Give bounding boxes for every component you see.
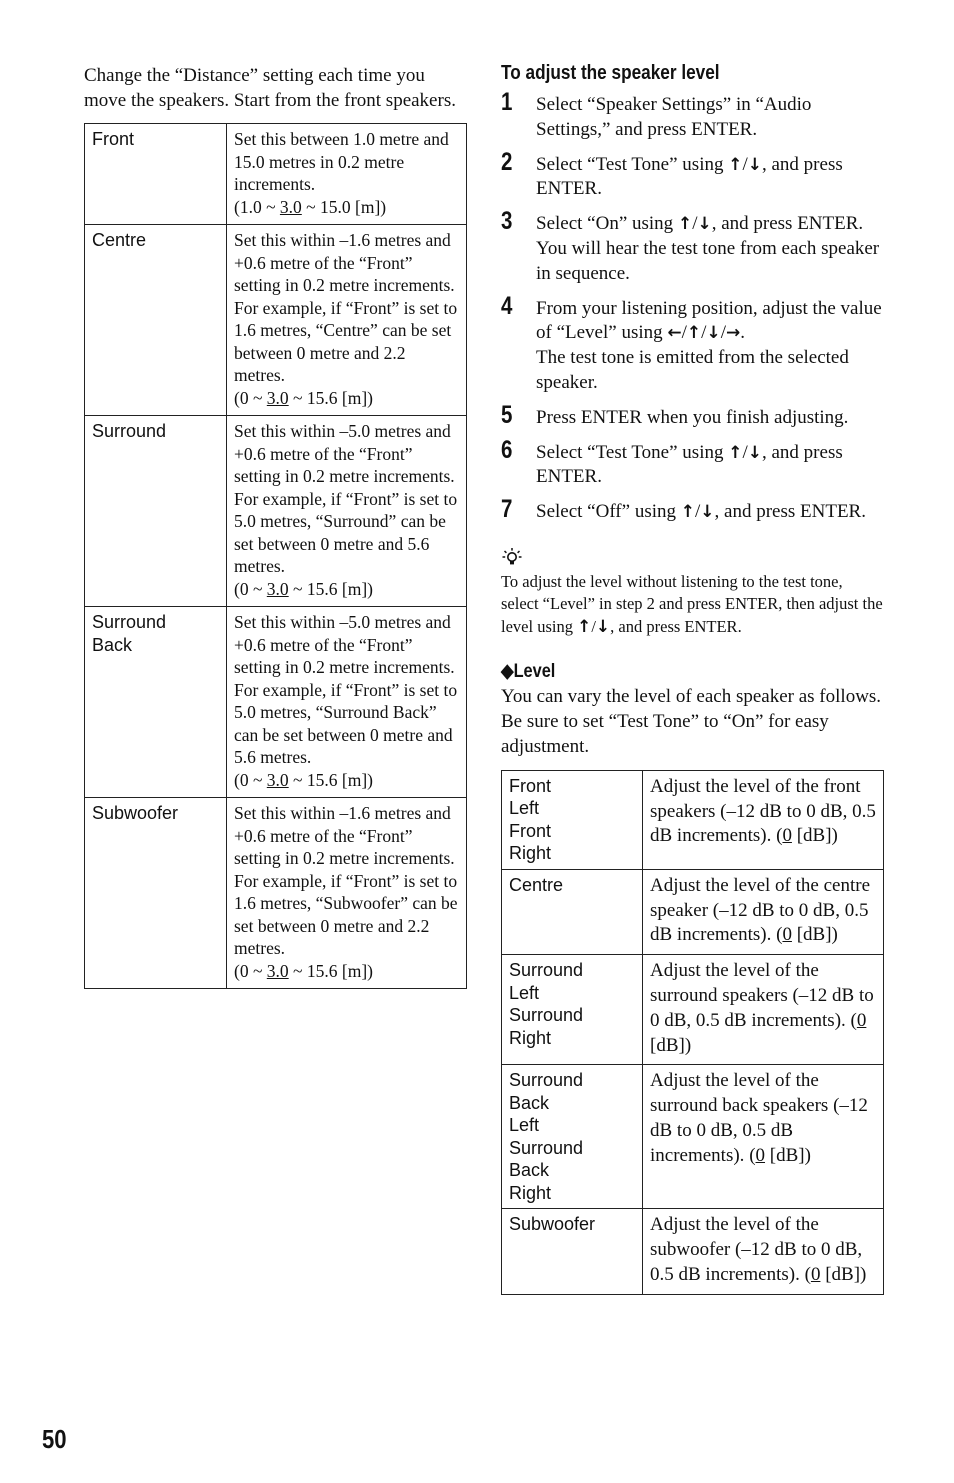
default-value: 3.0 (266, 578, 289, 599)
arrow-up-icon: ↑ (677, 214, 693, 235)
distance-intro: Change the “Distance” setting each time you move the speakers. Start from the front speakers. (84, 65, 456, 111)
step-item (501, 435, 884, 491)
row-label: Surround Back Left Surround Back Right (502, 1065, 643, 1209)
range-suffix: ~ 15.6 [m]) (288, 387, 373, 408)
row-description (227, 798, 467, 989)
range-suffix: ~ 15.6 [m]) (288, 960, 373, 981)
row-label: Subwoofer (502, 1209, 643, 1294)
table-row (85, 798, 467, 989)
separator: / (692, 213, 698, 235)
step-text: From your listening position, adjust the value of “Level” using (536, 297, 882, 344)
arrow-up-icon: ↑ (728, 154, 743, 175)
step-number: 5 (501, 400, 513, 429)
step-text: Press ENTER when you finish adjusting. (536, 406, 849, 428)
arrow-up-icon: ↑ (680, 502, 695, 523)
row-description (643, 1209, 884, 1294)
row-text: Adjust the level of the subwoofer (–12 dB to 0 dB, 0.5 dB increments). (650, 1214, 863, 1286)
table-row (502, 1065, 884, 1209)
arrow-right-icon: → (725, 323, 741, 344)
range-suffix: [dB]) (791, 825, 838, 847)
separator: / (701, 322, 707, 344)
level-table (501, 770, 884, 1295)
range-suffix: [dB]) (765, 1144, 811, 1166)
step-text: , and press ENTER. (711, 213, 864, 235)
range-prefix: ( (749, 1144, 756, 1166)
row-label: Subwoofer (85, 798, 227, 989)
row-text: Set this within –5.0 metres and +0.6 metre of the “Front” setting in 0.2 metre increments. For example, if “Front” is set to 5.0 metres, “Surround Back” can be set between 0 metre and 5.6 metres. (234, 612, 458, 767)
step-item (501, 207, 884, 286)
step-number: 3 (501, 207, 513, 236)
default-value: 3.0 (279, 196, 302, 217)
separator: / (742, 153, 748, 175)
step-text: , and press ENTER. (714, 501, 866, 523)
right-column (501, 62, 884, 1295)
default-value: 3.0 (266, 387, 289, 408)
row-label: Surround Back (85, 607, 227, 798)
steps-list (501, 88, 884, 525)
step-text: Select “Test Tone” using (536, 153, 729, 175)
step-number: 6 (501, 435, 513, 464)
separator: / (695, 501, 701, 523)
distance-table (84, 123, 467, 989)
row-text: Set this between 1.0 metre and 15.0 metres in 0.2 metre increments. (234, 129, 449, 194)
range-suffix: [dB]) (820, 1264, 867, 1286)
row-text: Adjust the level of the surround speakers (–12 dB to 0 dB, 0.5 dB increments). (650, 960, 874, 1031)
table-row (85, 416, 467, 607)
arrow-down-icon: ↓ (706, 323, 721, 344)
row-description (227, 124, 467, 225)
step-number: 1 (501, 88, 513, 116)
table-row (502, 955, 884, 1065)
step-text: Select “Off” using (536, 501, 681, 523)
arrow-down-icon: ↓ (747, 442, 762, 463)
range-suffix: [dB]) (650, 1034, 692, 1056)
default-value: 0 (782, 825, 792, 847)
row-description (643, 770, 884, 869)
step-item (501, 495, 884, 525)
row-label: Surround (85, 416, 227, 607)
separator: / (591, 616, 596, 636)
step-note: The test tone is emitted from the selected speaker. (536, 347, 849, 393)
row-label: Front (85, 124, 227, 225)
step-text: , and press ENTER. (536, 441, 843, 488)
step-number: 2 (501, 147, 513, 176)
arrow-up-icon: ↑ (577, 616, 592, 637)
level-heading: ◆Level (501, 661, 556, 683)
range-suffix: ~ 15.6 [m]) (288, 578, 373, 599)
tip-text (501, 571, 884, 639)
row-text: Adjust the level of the front speakers (–12 dB to 0 dB, 0.5 dB increments). (650, 775, 876, 847)
range-prefix: (0 ~ (234, 769, 267, 790)
page-number: 50 (42, 1424, 67, 1454)
arrow-up-icon: ↑ (686, 323, 702, 344)
default-value: 3.0 (266, 960, 289, 981)
table-row (85, 124, 467, 225)
row-label: Centre (85, 225, 227, 416)
row-text: Set this within –1.6 metres and +0.6 metre of the “Front” setting in 0.2 metre increments. For example, if “Front” is set to 1.6 metres, “Subwoofer” can be set between 0 metre and 2.2 metres. (234, 803, 458, 958)
row-description (643, 1065, 884, 1209)
range-prefix: (1.0 ~ (234, 196, 280, 217)
table-row (502, 770, 884, 869)
default-value: 0 (782, 924, 792, 946)
row-text: Adjust the level of the surround back speakers (–12 dB to 0 dB, 0.5 dB increments). (650, 1070, 868, 1166)
range-prefix: (0 ~ (234, 387, 267, 408)
arrow-left-icon: ← (667, 323, 682, 344)
step-item (501, 400, 884, 431)
level-intro: You can vary the level of each speaker as follows. Be sure to set “Test Tone” to “On” for easy adjustment. (501, 686, 882, 758)
default-value: 0 (856, 1009, 867, 1031)
table-row (85, 225, 467, 416)
step-item (501, 88, 884, 143)
row-description (227, 225, 467, 416)
range-prefix: (0 ~ (234, 960, 267, 981)
left-column (84, 64, 467, 989)
default-value: 3.0 (266, 769, 289, 790)
row-description (227, 607, 467, 798)
step-number: 4 (501, 291, 513, 320)
row-label: Centre (502, 869, 643, 954)
row-text: Set this within –5.0 metres and +0.6 metre of the “Front” setting in 0.2 metre increments. For example, if “Front” is set to 5.0 metres, “Surround” can be set between 0 metre and 5.6 metres. (234, 421, 458, 576)
arrow-down-icon: ↓ (697, 214, 712, 235)
row-description (227, 416, 467, 607)
arrow-down-icon: ↓ (700, 502, 715, 523)
table-row (85, 607, 467, 798)
step-item (501, 147, 884, 203)
range-prefix: ( (776, 924, 783, 946)
tip-text-part: , and press ENTER. (610, 616, 742, 636)
default-value: 0 (810, 1264, 821, 1286)
range-prefix: ( (776, 825, 783, 847)
range-suffix: ~ 15.0 [m]) (301, 196, 387, 217)
step-text: . (740, 322, 745, 344)
row-text: Set this within –1.6 metres and +0.6 metre of the “Front” setting in 0.2 metre increments. For example, if “Front” is set to 1.6 metres, “Centre” can be set between 0 metre and 2.2 metres. (234, 230, 458, 385)
arrow-down-icon: ↓ (747, 154, 762, 175)
range-suffix: [dB]) (791, 924, 838, 946)
range-prefix: ( (804, 1264, 811, 1286)
table-row (502, 869, 884, 954)
step-text: Select “On” using (536, 213, 678, 235)
range-suffix: ~ 15.6 [m]) (288, 769, 373, 790)
row-label: Front Left Front Right (502, 770, 643, 869)
step-text: Select “Test Tone” using (536, 441, 729, 463)
table-row (502, 1209, 884, 1294)
tip-text-part: To adjust the level without listening to the test tone, select “Level” in step 2 and press ENTER, then adjust the level using (501, 571, 883, 636)
step-item (501, 291, 884, 396)
separator: / (720, 322, 726, 344)
row-text: Adjust the level of the centre speaker (–12 dB to 0 dB, 0.5 dB increments). (650, 874, 871, 946)
lightbulb-tip-icon (501, 547, 523, 569)
row-description (643, 955, 884, 1065)
arrow-down-icon: ↓ (595, 616, 611, 637)
step-number: 7 (501, 495, 513, 524)
row-description (643, 869, 884, 954)
range-prefix: ( (850, 1009, 857, 1031)
separator: / (681, 322, 687, 344)
row-label: Surround Left Surround Right (502, 955, 643, 1065)
speaker-level-heading: To adjust the speaker level (501, 62, 720, 84)
range-prefix: (0 ~ (234, 578, 267, 599)
step-text: Select “Speaker Settings” in “Audio Settings,” and press ENTER. (536, 94, 812, 140)
arrow-up-icon: ↑ (728, 442, 743, 463)
default-value: 0 (755, 1144, 766, 1166)
separator: / (742, 441, 748, 463)
step-text: , and press ENTER. (536, 153, 843, 200)
step-note: You will hear the test tone from each speaker in sequence. (536, 237, 880, 284)
